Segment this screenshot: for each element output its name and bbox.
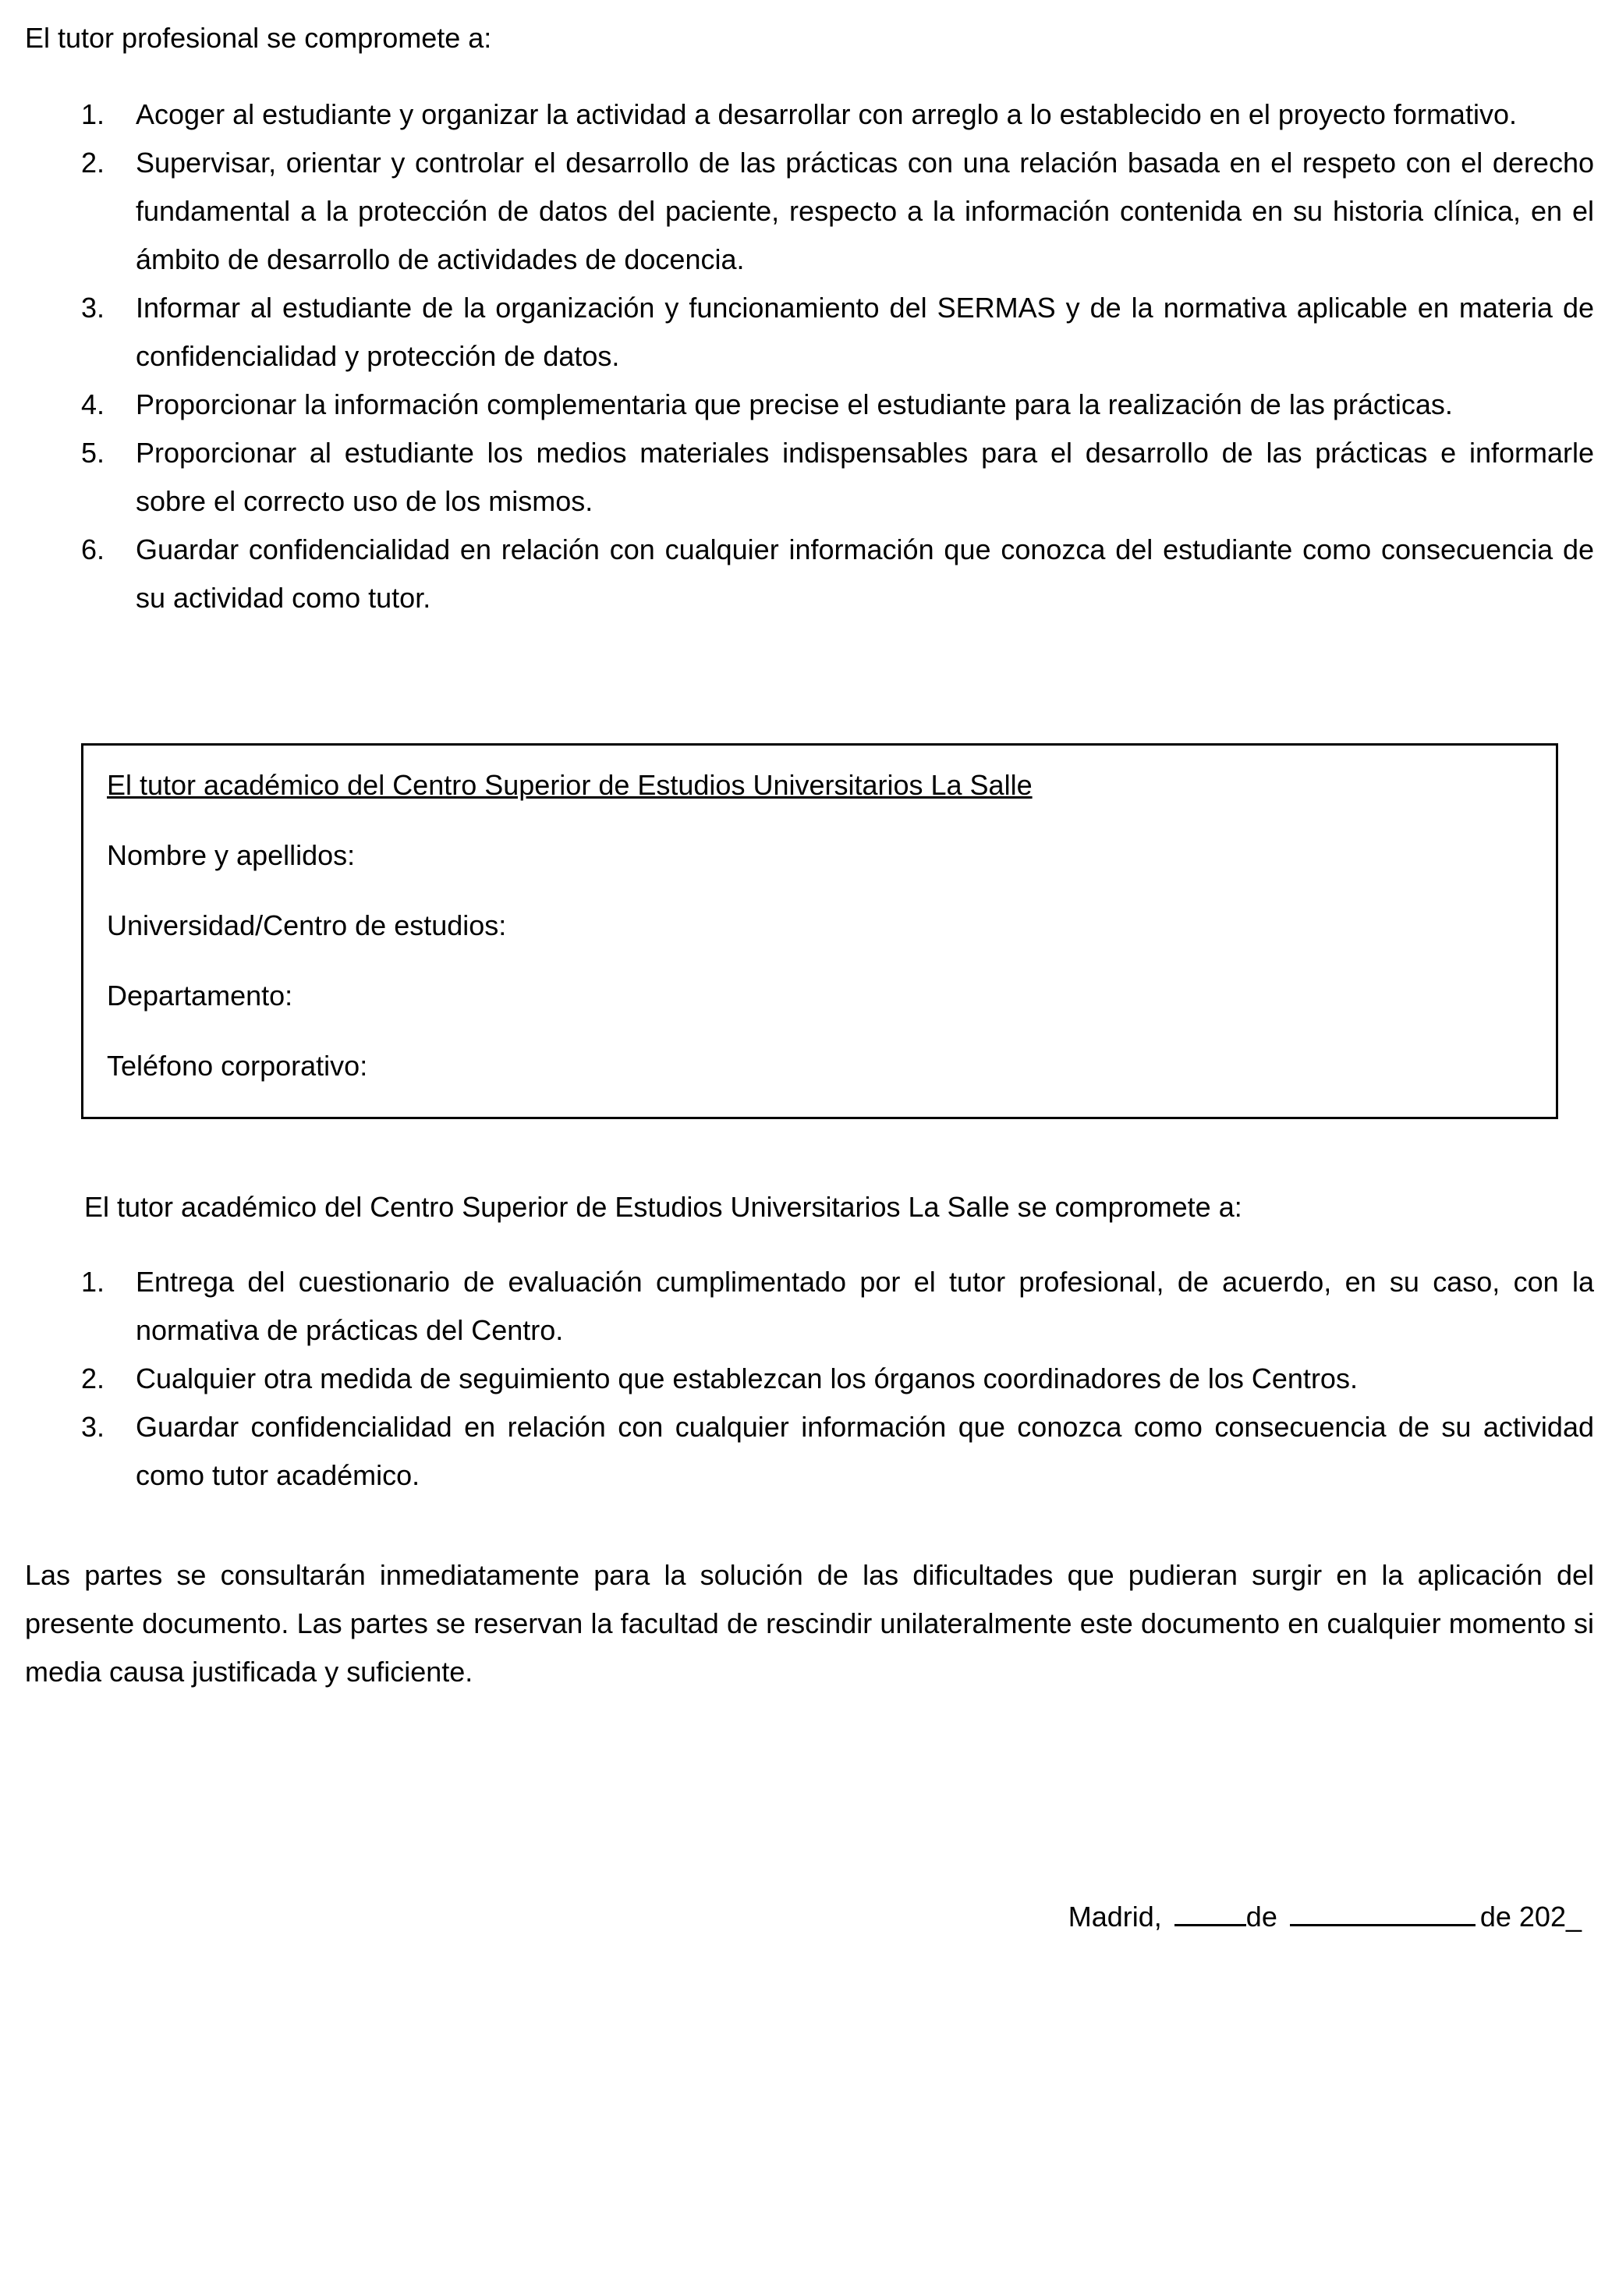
academic-tutor-box [81,743,1558,1119]
field-label-departamento: Departamento: [107,980,293,1012]
item-text: Proporcionar la información complementaria que precise el estudiante para la realización de las prácticas. [136,388,1453,420]
item-text: Acoger al estudiante y organizar la actividad a desarrollar con arreglo a lo establecido en el proyecto formativo. [136,98,1517,130]
list-item [81,139,1594,284]
list-item [81,381,1594,429]
day-blank-line [1174,1897,1246,1926]
professional-intro: El tutor profesional se compromete a: [25,22,492,54]
item-text: Guardar confidencialidad en relación con cualquier información que conozca como consecuencia de su actividad como tutor académico. [136,1411,1594,1491]
item-number: 1. [81,98,105,130]
item-number: 1. [81,1266,105,1298]
item-number: 3. [81,1411,105,1443]
field-label-universidad-centro: Universidad/Centro de estudios: [107,909,507,941]
field-label-telefono-corporativo: Teléfono corporativo: [107,1050,368,1082]
academic-tutor-box-title: El tutor académico del Centro Superior de Estudios Universitarios La Salle [107,769,1033,801]
item-number: 4. [81,388,105,420]
academic-intro: El tutor académico del Centro Superior de Estudios Universitarios La Salle se compromete a: [84,1191,1242,1223]
date-de: de [1245,1901,1277,1933]
list-item [81,90,1594,139]
academic-commitments-list [81,1258,1594,1500]
month-blank-line [1290,1897,1476,1926]
item-number: 2. [81,147,105,179]
field-label-nombre-apellidos: Nombre y apellidos: [107,839,356,871]
item-text: Entrega del cuestionario de evaluación cumplimentado por el tutor profesional, de acuerdo, en su caso, con la normativa de prácticas del Centro. [136,1266,1594,1346]
item-text: Proporcionar al estudiante los medios materiales indispensables para el desarrollo de las prácticas e informarle sobre el correcto uso de los mismos. [136,437,1594,517]
list-item [81,429,1594,526]
item-text: Cualquier otra medida de seguimiento que establezcan los órganos coordinadores de los Centros. [136,1362,1358,1394]
item-number: 5. [81,437,105,469]
date-line [25,1893,1594,1941]
item-text: Guardar confidencialidad en relación con cualquier información que conozca del estudiante como consecuencia de su actividad como tutor. [136,533,1594,614]
list-item [81,1355,1594,1403]
item-number: 2. [81,1362,105,1394]
list-item [81,1403,1594,1500]
list-item [81,526,1594,622]
closing-paragraph: Las partes se consultarán inmediatamente para la solución de las dificultades que pudieran surgir en la aplicación del presente documento. Las partes se reservan la facultad de rescindir unilateralmente este documento en cualquier momento si media causa justificada y suficiente. [25,1559,1594,1688]
list-item [81,284,1594,381]
item-text: Informar al estudiante de la organización y funcionamiento del SERMAS y de la normativa aplicable en materia de confidencialidad y protección de datos. [136,292,1594,372]
item-text: Supervisar, orientar y controlar el desarrollo de las prácticas con una relación basada en el respeto con el derecho fundamental a la protección de datos del paciente, respecto a la información contenida en su historia clínica, en el ámbito de desarrollo de actividades de docencia. [136,147,1594,275]
date-de-year: de 202_ [1479,1901,1582,1933]
date-city: Madrid, [1068,1901,1162,1933]
item-number: 3. [81,292,105,324]
professional-commitments-list [81,90,1594,622]
list-item [81,1258,1594,1355]
item-number: 6. [81,533,105,565]
